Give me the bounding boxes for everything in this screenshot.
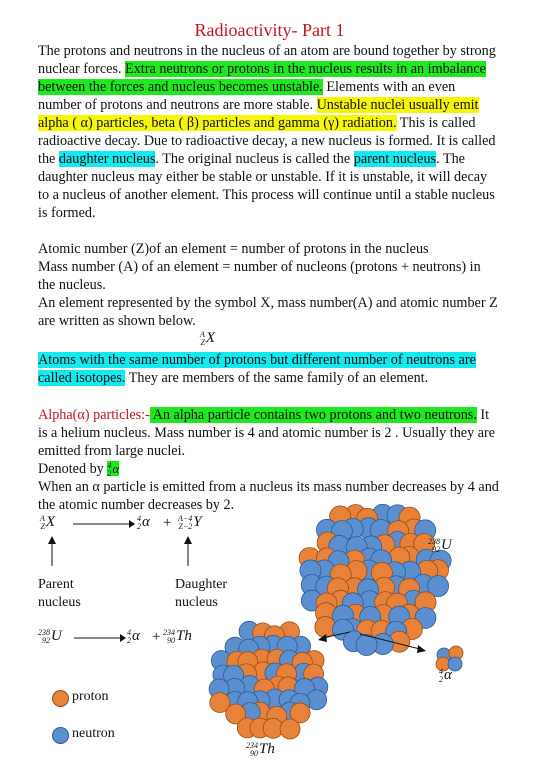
highlight-parent-nucleus: parent nucleus — [353, 151, 437, 167]
atomic-number-line: Atomic number (Z)of an element = number of protons in the nucleus — [38, 241, 429, 257]
denoted-label: Denoted by — [38, 461, 104, 477]
symbol-mass: A — [200, 329, 205, 339]
alpha-mass: 4 — [107, 461, 112, 471]
highlight-imbalance: Extra neutrons or protons in the nucleus results in an imbalance between the forces and nucleus becomes unstable. — [38, 61, 486, 95]
symbol-element: X — [205, 330, 216, 346]
generic-daughter: A−4 Z−2Y — [178, 513, 202, 531]
intro-text-4: . The original nucleus is called the — [155, 151, 354, 167]
intro-text-3: This is called radioactive decay. Due to radioactive decay, a new nucleus is formed. It is called the — [38, 115, 496, 167]
neutron-legend-icon — [52, 727, 69, 744]
proton-legend-label: proton — [72, 689, 109, 704]
symbol-line: An element represented by the symbol X, mass number(A) and atomic number Z are written as shown below. — [38, 295, 498, 329]
intro-text-2: Elements with an even number of protons and neutrons are more stable. — [38, 79, 456, 113]
highlight-alpha-definition: An alpha particle contains two protons and two neutrons. — [149, 407, 477, 423]
uranium-alpha-term: 4 2α — [127, 627, 140, 645]
intro-text-1: The protons and neutrons in the nucleus of an atom are bound together by strong nuclear forces. — [38, 43, 496, 77]
alpha-emission-arrowhead — [417, 645, 426, 653]
neutron-legend-label: neutron — [72, 726, 115, 741]
highlight-isotopes: Atoms with the same number of protons but different number of neutrons are called isotopes. — [38, 352, 476, 386]
alpha-figure-label: 4 2α — [439, 666, 452, 684]
alpha-symbol: α — [112, 461, 120, 476]
intro-text-5: . The daughter nucleus may either be stable or unstable. If it is unstable, it will decay to a nucleus of another element. This process will continue until a stable nucleus is formed. — [38, 151, 495, 221]
alpha-text-2: When an α particle is emitted from a nucleus its mass number decreases by 4 and the atomic number decreases by 2. — [38, 479, 499, 514]
highlight-emission: Unstable nuclei usually emit alpha ( α) particles, beta ( β) particles and gamma (γ) radiation. — [38, 97, 479, 131]
alpha-text-1: It is a helium nucleus. Mass number is 4 and atomic number is 2 . Usually they are emitted from large nuclei. — [38, 407, 496, 459]
page-title: Radioactivity- Part 1 — [194, 20, 345, 40]
daughter-nucleus-label: Daughter nucleus — [175, 577, 228, 610]
thorium-nucleus-proton — [280, 719, 300, 739]
thorium-figure-label: 234 90Th — [246, 740, 275, 758]
mass-number-line: Mass number (A) of an element = number of nucleons (protons + neutrons) in the nucleus. — [38, 259, 481, 293]
thorium-term: 234 90Th — [163, 627, 192, 645]
parent-nucleus-label: Parent nucleus — [38, 577, 81, 610]
alpha-atomic: 2 — [107, 469, 112, 479]
plus-sign: + — [163, 515, 172, 531]
uranium-plus-sign: + — [152, 629, 161, 645]
uranium-term: 238 92U — [38, 627, 62, 645]
symbol-atomic: Z — [200, 337, 205, 347]
generic-alpha: 4 2α — [137, 513, 150, 531]
uranium-figure-label: 238 92U — [428, 536, 452, 554]
generic-parent: A ZX — [40, 513, 56, 531]
proton-legend-icon — [52, 690, 69, 707]
highlight-daughter-nucleus: daughter nucleus — [58, 151, 156, 167]
isotope-text: They are members of the same family of an element. — [125, 370, 429, 386]
alpha-heading: Alpha(α) particles:- — [38, 407, 150, 423]
